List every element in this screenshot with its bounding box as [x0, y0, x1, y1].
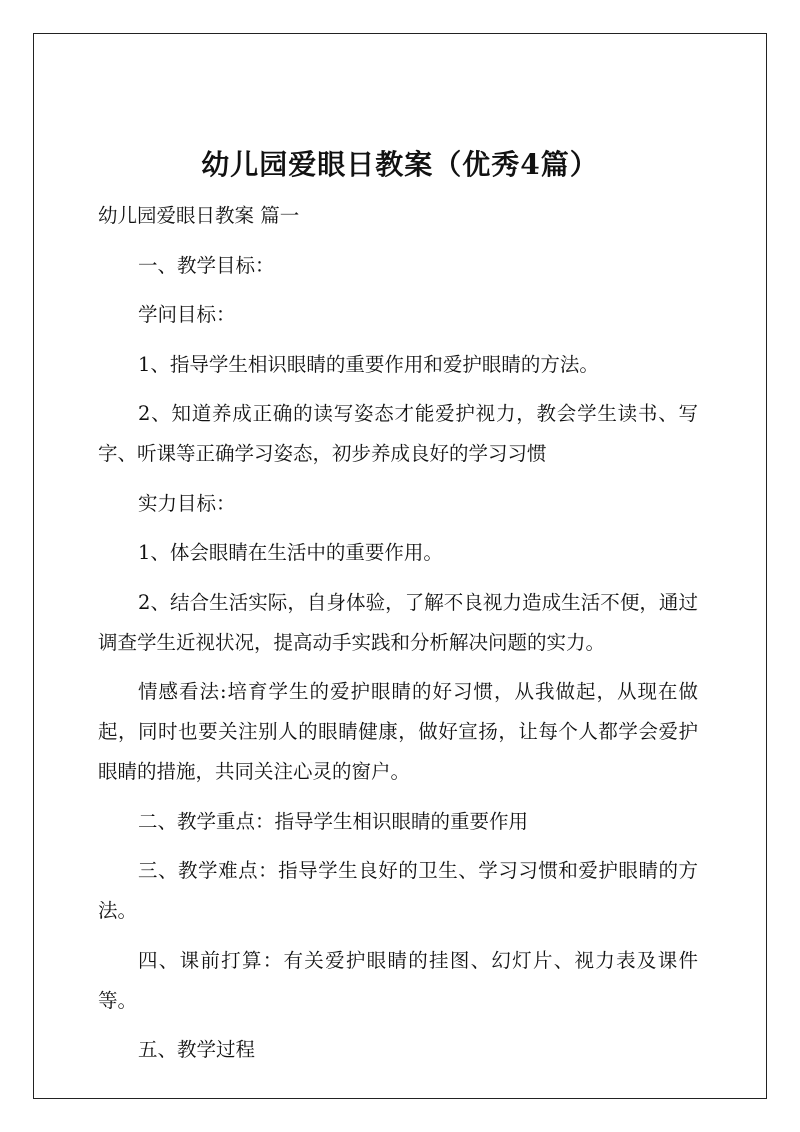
paragraph-knowledge-goals: 学问目标：	[138, 303, 236, 326]
paragraph-ability-goals: 实力目标：	[138, 491, 236, 515]
paragraph-ability-goal-1: 1、体会眼睛在生活中的重要作用。	[138, 541, 443, 564]
paragraph-knowledge-goal-2: 2、知道养成正确的读写姿态才能爱护视力，教会学生读书、写字、听课等正确学习姿态，初步养成良好的学习习惯	[98, 402, 698, 465]
document-title: 幼儿园爱眼日教案（优秀4篇）	[201, 147, 599, 181]
paragraph-emotional-goals: 情感看法:培育学生的爱护眼睛的好习惯，从我做起，从现在做起，同时也要关注别人的眼睛健康，做好宣扬，让每个人都学会爱护眼睛的措施，共同关注心灵的窗户。	[98, 680, 698, 783]
paragraph-knowledge-goal-1: 1、指导学生相识眼睛的重要作用和爱护眼睛的方法。	[138, 352, 599, 376]
paragraph-difficulties: 三、教学难点：指导学生良好的卫生、学习习惯和爱护眼睛的方法。	[98, 859, 698, 922]
section-heading: 幼儿园爱眼日教案 篇一	[98, 204, 300, 227]
paragraph-teaching-process: 五、教学过程	[138, 1038, 256, 1061]
paragraph-teaching-goals: 一、教学目标：	[138, 253, 275, 277]
paragraph-key-points: 二、教学重点：指导学生相识眼睛的重要作用	[138, 809, 529, 833]
document-body	[98, 196, 698, 1080]
paragraph-ability-goal-2: 2、结合生活实际，自身体验，了解不良视力造成生活不便，通过调查学生近视状况，提高动手实践和分析解决问题的实力。	[98, 590, 698, 654]
paragraph-preparation: 四、课前打算：有关爱护眼睛的挂图、幻灯片、视力表及课件等。	[98, 948, 698, 1012]
